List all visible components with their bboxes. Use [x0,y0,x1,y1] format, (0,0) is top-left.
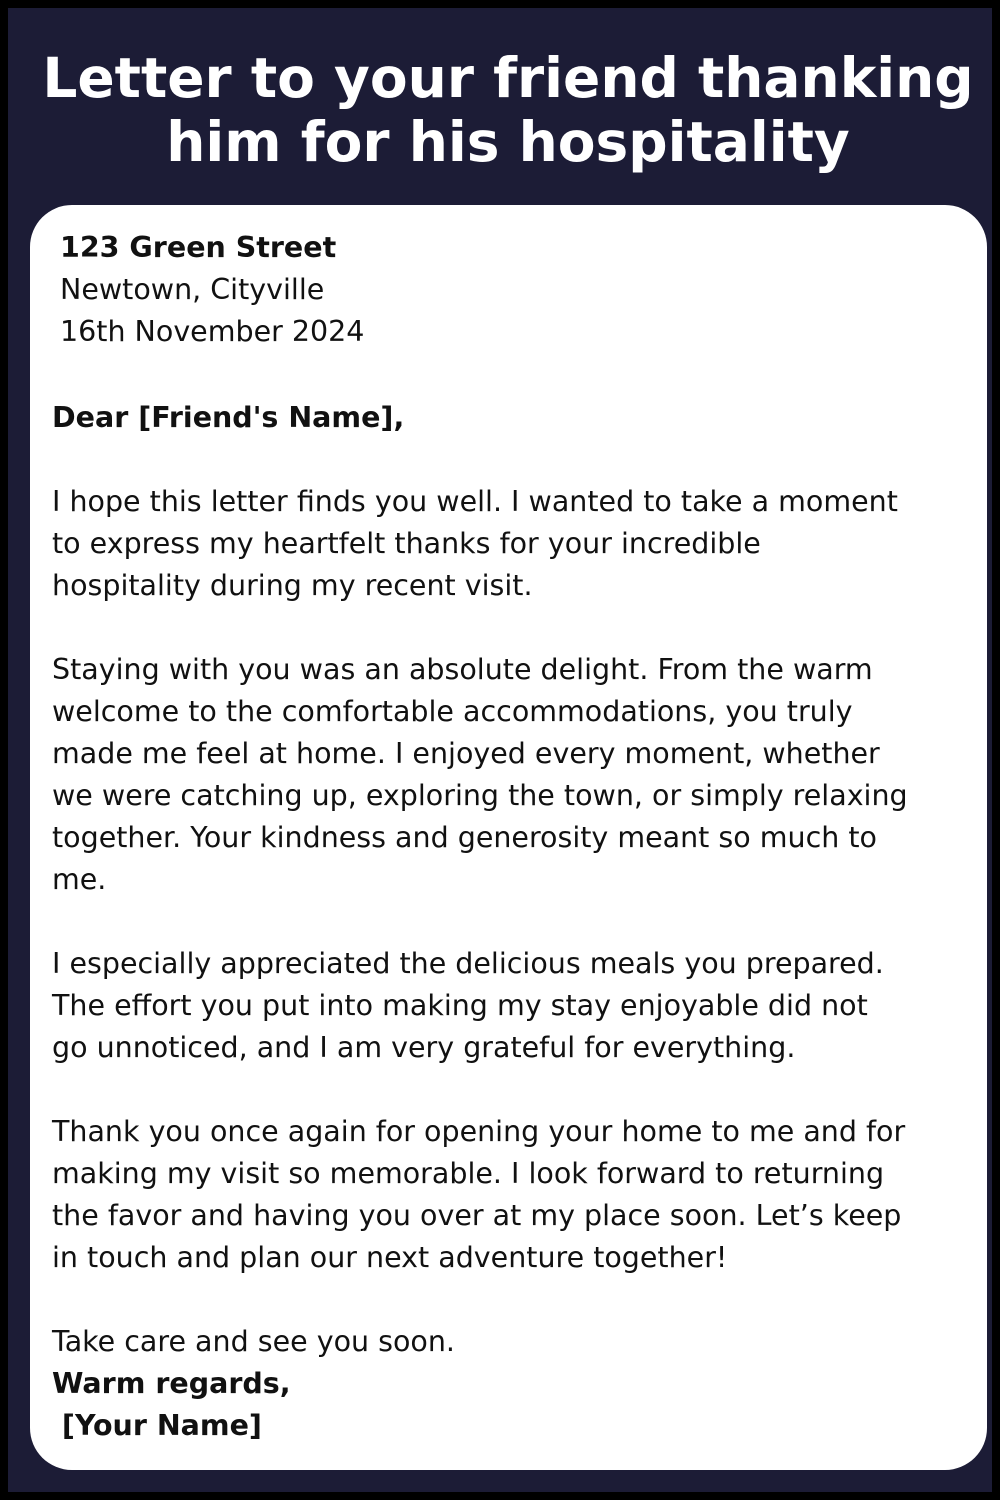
sign-off: Warm regards, [52,1367,291,1400]
title-line-2: him for his hospitality [166,110,850,174]
page-title [8,46,1000,174]
paragraph-2-line-4: we were catching up, exploring the town, or simply relaxing [52,779,908,812]
letter-card [30,205,987,1470]
paragraph-4-line-2: making my visit so memorable. I look forward to returning [52,1157,885,1190]
paragraph-1-line-1: I hope this letter finds you well. I wanted to take a moment [52,485,898,518]
title-line-1: Letter to your friend thanking [42,46,974,110]
sender-address [60,227,364,353]
paragraph-1-line-3: hospitality during my recent visit. [52,569,533,602]
paragraph-2-line-2: welcome to the comfortable accommodations, you truly [52,695,853,728]
paragraph-3-line-2: The effort you put into making my stay enjoyable did not [52,989,868,1022]
paragraph-2-line-3: made me feel at home. I enjoyed every moment, whether [52,737,880,770]
paragraph-2-line-5: together. Your kindness and generosity meant so much to [52,821,877,854]
salutation: Dear [Friend's Name], [52,401,405,434]
signature: [Your Name] [52,1409,262,1442]
address-street: 123 Green Street [60,231,337,264]
paragraph-2-line-6: me. [52,863,107,896]
letter-date: 16th November 2024 [60,315,365,348]
paragraph-4-line-4: in touch and plan our next adventure together! [52,1241,728,1274]
paragraph-3-line-3: go unnoticed, and I am very grateful for everything. [52,1031,796,1064]
paragraph-4-line-1: Thank you once again for opening your home to me and for [52,1115,906,1148]
paragraph-2-line-1: Staying with you was an absolute delight. From the warm [52,653,873,686]
letter-body [52,397,908,1447]
paragraph-4-line-3: the favor and having you over at my place soon. Let’s keep [52,1199,902,1232]
address-city: Newtown, Cityville [60,273,325,306]
paragraph-1-line-2: to express my heartfelt thanks for your incredible [52,527,761,560]
closing-line: Take care and see you soon. [52,1325,455,1358]
paragraph-3-line-1: I especially appreciated the delicious meals you prepared. [52,947,884,980]
